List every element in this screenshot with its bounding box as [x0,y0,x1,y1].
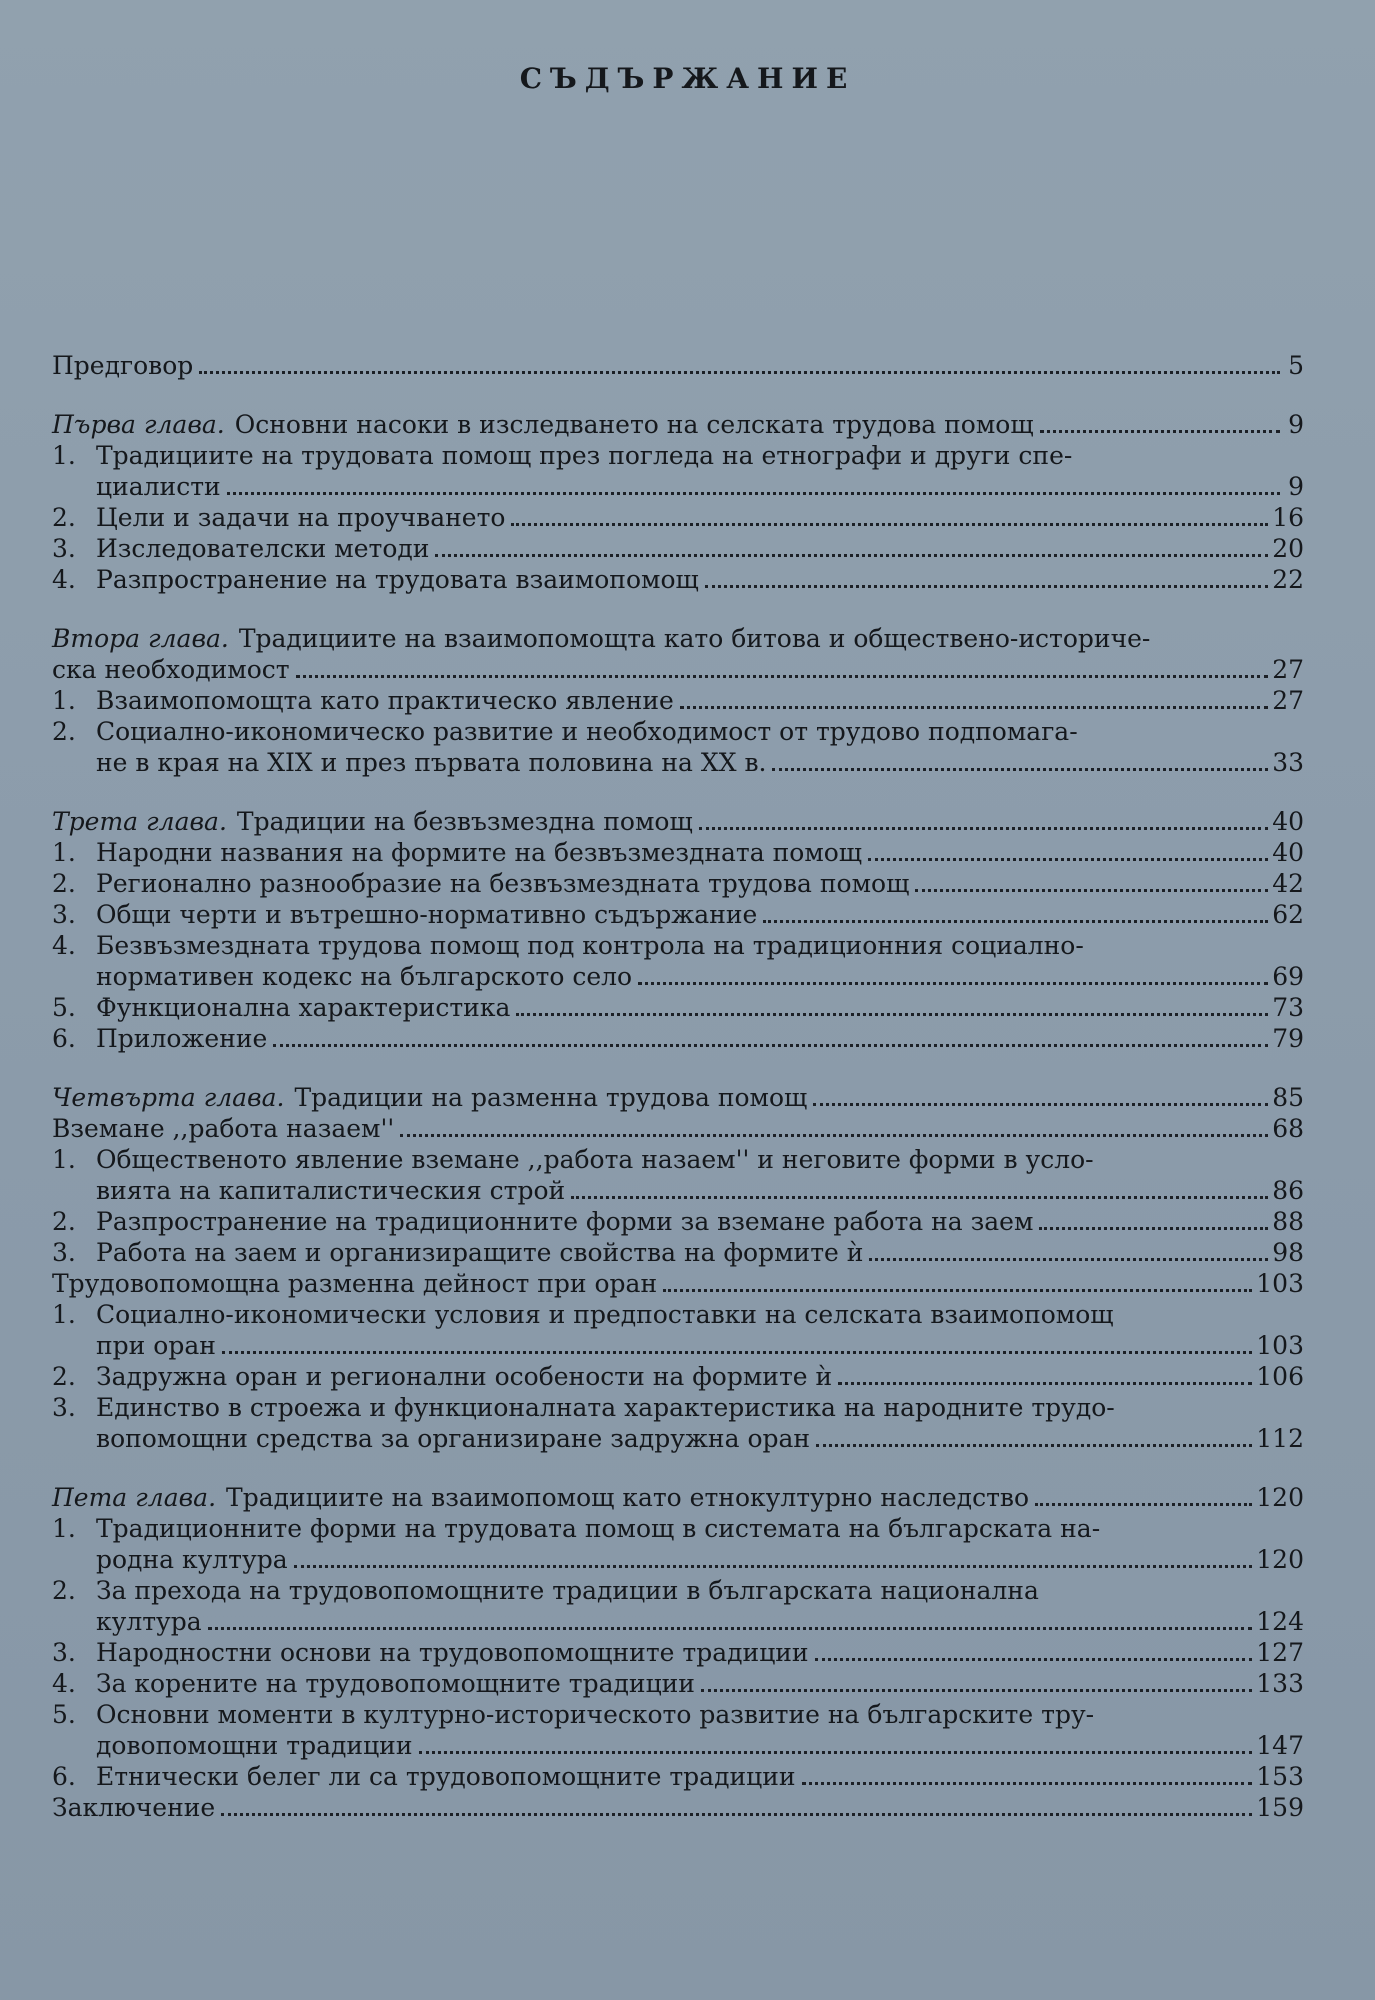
entry-body [52,409,1304,440]
entry-text: Общественото явление вземане ,,работа назаем'' и неговите форми в усло- [96,1145,1094,1174]
toc-entry-continuation [52,747,1304,778]
entry-number: 5. [52,993,76,1022]
toc-entry [52,1361,1304,1392]
entry-body [96,837,1304,868]
entry-body [96,1330,1304,1361]
entry-text: Първа глава. Основни насоки в изследването на селската трудова помощ [52,410,1034,439]
entry-body [52,1268,1304,1299]
entry-text: Изследователски методи [96,534,430,563]
page-number: 106 [1256,1362,1304,1391]
toc-entry-continuation [52,471,1304,502]
entry-body [52,623,1304,654]
toc-entry [52,837,1304,868]
page-number: 98 [1272,1238,1304,1267]
toc-entry [52,1023,1304,1054]
chapter-heading [52,1082,1304,1113]
entry-number: 1. [52,441,76,470]
chapter-label: Втора глава. [52,624,229,653]
entry-number: 3. [52,1393,76,1422]
toc-entry [52,930,1304,961]
page-number: 153 [1256,1762,1304,1791]
toc-entry [52,716,1304,747]
entry-number: 2. [52,717,76,746]
entry-body [96,471,1304,502]
leader-dots [273,1043,1268,1047]
toc-entry [52,1392,1304,1423]
entry-number: 3. [52,1238,76,1267]
entry-text: ска необходимост [52,655,290,684]
entry-text: Вземане ,,работа назаем'' [52,1114,395,1143]
page-number: 27 [1272,686,1304,715]
page-number: 88 [1272,1207,1304,1236]
entry-body [96,1361,1304,1392]
leader-dots [699,826,1268,830]
toc-entry [52,992,1304,1023]
entry-body [96,1668,1304,1699]
entry-number: 1. [52,1300,76,1329]
page-number: 112 [1256,1424,1304,1453]
toc-entry [52,533,1304,564]
entry-text: Разпространение на традиционните форми за вземане работа на заем [96,1207,1034,1236]
chapter-label: Първа глава. [52,410,225,439]
entry-body [52,1792,1304,1823]
entry-text: циалисти [96,472,221,501]
entry-text: Етнически белег ли са трудовопомощните традиции [96,1762,796,1791]
entry-body [96,1206,1304,1237]
entry-body [96,1423,1304,1454]
page-number: 62 [1272,900,1304,929]
chapter-heading [52,806,1304,837]
page-number: 79 [1272,1024,1304,1053]
entry-body [96,1575,1304,1606]
table-of-contents [52,350,1304,1851]
entry-text: нормативен кодекс на българското село [96,962,633,991]
entry-body [52,1482,1304,1513]
leader-dots [419,1750,1253,1754]
entry-text: За корените на трудовопомощните традиции [96,1669,695,1698]
toc-entry-continuation [52,1423,1304,1454]
entry-text: Пета глава. Традициите на взаимопомощ като етнокултурно наследство [52,1483,1030,1512]
leader-dots [813,1102,1268,1106]
section-heading [52,1113,1304,1144]
leader-dots [222,1350,1252,1354]
toc-entry [52,1575,1304,1606]
toc-entry-continuation [52,1606,1304,1637]
leader-dots [516,1012,1268,1016]
entry-body [52,654,1304,685]
toc-entry [52,1761,1304,1792]
conclusion-entry [52,1792,1304,1823]
entry-number: 3. [52,1638,76,1667]
toc-entry [52,502,1304,533]
page-number: 85 [1272,1083,1304,1112]
entry-number: 6. [52,1024,76,1053]
leader-dots [1035,1502,1252,1506]
entry-text: Общи черти и вътрешно-нормативно съдържание [96,900,758,929]
entry-text: За прехода на трудовопомощните традиции в българската национална [96,1576,1039,1605]
entry-number: 4. [52,565,76,594]
entry-body [96,930,1304,961]
page-number: 69 [1272,962,1304,991]
entry-text: Трета глава. Традиции на безвъзмездна помощ [52,807,693,836]
chapter-label: Трета глава. [52,807,227,836]
entry-number: 2. [52,503,76,532]
entry-text: Традиционните форми на трудовата помощ в системата на българската на- [96,1514,1101,1543]
entry-text: вопомощни средства за организиране задружна оран [96,1424,811,1453]
leader-dots [802,1781,1253,1785]
entry-body [52,1082,1304,1113]
leader-dots [221,1812,1252,1816]
leader-dots [868,857,1268,861]
chapter-group [52,623,1304,778]
chapter-group [52,806,1304,1054]
page-number: 103 [1256,1331,1304,1360]
entry-number: 4. [52,1669,76,1698]
entry-body [96,564,1304,595]
leader-dots [1039,1226,1268,1230]
chapter-group [52,1082,1304,1454]
chapter-heading-continuation [52,654,1304,685]
entry-body [96,1699,1304,1730]
entry-body [96,992,1304,1023]
entry-text: довопомощни традиции [96,1731,413,1760]
leader-dots [400,1133,1268,1137]
leader-dots [199,370,1280,374]
leader-dots [294,1564,1253,1568]
leader-dots [227,491,1280,495]
chapter-heading [52,623,1304,654]
page-number: 20 [1272,534,1304,563]
toc-entry [52,440,1304,471]
entry-body [96,1392,1304,1423]
entry-body [96,1513,1304,1544]
entry-text: Основни моменти в културно-историческото развитие на българските тру- [96,1700,1095,1729]
leader-dots [208,1626,1253,1630]
page-number: 86 [1272,1176,1304,1205]
chapter-heading [52,409,1304,440]
entry-text: Предговор [52,351,194,380]
entry-text: Единство в строежа и функционалната характеристика на народните трудо- [96,1393,1115,1422]
page-number: 9 [1288,472,1304,501]
entry-number: 2. [52,869,76,898]
entry-text: Задружна оран и регионални особености на формите ѝ [96,1362,833,1391]
leader-dots [772,767,1268,771]
entry-text: Приложение [96,1024,268,1053]
entry-number: 5. [52,1700,76,1729]
page-number: 5 [1288,351,1304,380]
entry-number: 1. [52,1145,76,1174]
toc-entry-continuation [52,1175,1304,1206]
entry-text: Социално-икономическо развитие и необходимост от трудово подпомага- [96,717,1078,746]
entry-text: Регионално разнообразие на безвъзмездната трудова помощ [96,869,910,898]
toc-entry-continuation [52,1330,1304,1361]
entry-number: 1. [52,1514,76,1543]
chapter-group [52,1482,1304,1823]
toc-entry [52,899,1304,930]
entry-text: родна култура [96,1545,288,1574]
leader-dots [838,1381,1252,1385]
page-number: 124 [1256,1607,1304,1636]
leader-dots [816,1443,1252,1447]
page-number: 133 [1256,1669,1304,1698]
entry-number: 1. [52,686,76,715]
entry-body [96,1606,1304,1637]
page-number: 103 [1256,1269,1304,1298]
entry-text: Народностни основи на трудовопомощните традиции [96,1638,809,1667]
preface-entry [52,350,1304,381]
entry-text: не в края на XIX и през първата половина на XX в. [96,748,767,777]
toc-entry [52,1206,1304,1237]
entry-number: 2. [52,1207,76,1236]
entry-number: 6. [52,1762,76,1791]
entry-number: 2. [52,1362,76,1391]
entry-text: Трудовопомощна разменна дейност при оран [52,1269,658,1298]
page-number: 127 [1256,1638,1304,1667]
page-number: 159 [1256,1793,1304,1822]
entry-text: вията на капиталистическия строй [96,1176,566,1205]
entry-body [96,502,1304,533]
chapter-label: Пета глава. [52,1483,217,1512]
entry-text: Традициите на трудовата помощ през погледа на етнографи и други спе- [96,441,1073,470]
page-number: 120 [1256,1545,1304,1574]
entry-body [96,685,1304,716]
toc-entry-continuation [52,1544,1304,1575]
page-number: 16 [1272,503,1304,532]
entry-text: Втора глава. Традициите на взаимопомощта като битова и обществено-историче- [52,624,1151,653]
page-number: 73 [1272,993,1304,1022]
entry-body [96,1023,1304,1054]
toc-entry [52,1637,1304,1668]
entry-text: Социално-икономически условия и предпоставки на селската взаимопомощ [96,1300,1114,1329]
entry-body [96,1544,1304,1575]
toc-entry [52,1144,1304,1175]
page-number: 27 [1272,655,1304,684]
entry-number: 4. [52,931,76,960]
entry-body [96,1237,1304,1268]
leader-dots [815,1657,1253,1661]
entry-body [96,1175,1304,1206]
entry-text: Народни названия на формите на безвъзмездната помощ [96,838,863,867]
toc-entry [52,1237,1304,1268]
page-number: 42 [1272,869,1304,898]
page-number: 33 [1272,748,1304,777]
chapter-group [52,409,1304,595]
entry-text: Заключение [52,1793,216,1822]
entry-number: 3. [52,534,76,563]
entry-number: 2. [52,1576,76,1605]
toc-entry [52,685,1304,716]
leader-dots [1040,429,1280,433]
entry-text: Четвърта глава. Традиции на разменна трудова помощ [52,1083,808,1112]
page-number: 120 [1256,1483,1304,1512]
entry-text: Взаимопомощта като практическо явление [96,686,674,715]
entry-body [52,350,1304,381]
entry-number: 3. [52,900,76,929]
preface-group [52,350,1304,381]
page-number: 40 [1272,838,1304,867]
section-heading [52,1268,1304,1299]
leader-dots [663,1288,1252,1292]
leader-dots [701,1688,1252,1692]
toc-entry [52,1699,1304,1730]
entry-body [96,440,1304,471]
entry-body [96,961,1304,992]
toc-entry [52,1513,1304,1544]
entry-body [96,747,1304,778]
page-number: 147 [1256,1731,1304,1760]
entry-text: Цели и задачи на проучването [96,503,506,532]
page-title: СЪДЪРЖАНИЕ [519,62,856,95]
toc-entry [52,564,1304,595]
entry-text: Работа на заем и организиращите свойства на формите ѝ [96,1238,864,1267]
leader-dots [915,888,1268,892]
leader-dots [638,981,1268,985]
entry-text: култура [96,1607,202,1636]
entry-body [96,716,1304,747]
entry-body [96,533,1304,564]
leader-dots [763,919,1268,923]
entry-body [96,1730,1304,1761]
entry-body [52,806,1304,837]
toc-entry [52,1299,1304,1330]
chapter-label: Четвърта глава. [52,1083,285,1112]
page-number: 68 [1272,1114,1304,1143]
toc-entry-continuation [52,961,1304,992]
entry-body [52,1113,1304,1144]
entry-body [96,868,1304,899]
entry-text: Разпространение на трудовата взаимопомощ [96,565,699,594]
entry-text: при оран [96,1331,216,1360]
leader-dots [511,522,1268,526]
entry-body [96,1144,1304,1175]
toc-entry [52,1668,1304,1699]
leader-dots [296,674,1269,678]
entry-number: 1. [52,838,76,867]
leader-dots [571,1195,1268,1199]
page-number: 22 [1272,565,1304,594]
leader-dots [869,1257,1268,1261]
entry-text: Безвъзмездната трудова помощ под контрола на традиционния социално- [96,931,1084,960]
toc-entry [52,868,1304,899]
entry-body [96,899,1304,930]
leader-dots [680,705,1268,709]
entry-body [96,1299,1304,1330]
toc-entry-continuation [52,1730,1304,1761]
entry-body [96,1761,1304,1792]
entry-text: Функционална характеристика [96,993,511,1022]
page-number: 9 [1288,410,1304,439]
leader-dots [705,584,1268,588]
chapter-heading [52,1482,1304,1513]
page-number: 40 [1272,807,1304,836]
leader-dots [435,553,1268,557]
entry-body [96,1637,1304,1668]
